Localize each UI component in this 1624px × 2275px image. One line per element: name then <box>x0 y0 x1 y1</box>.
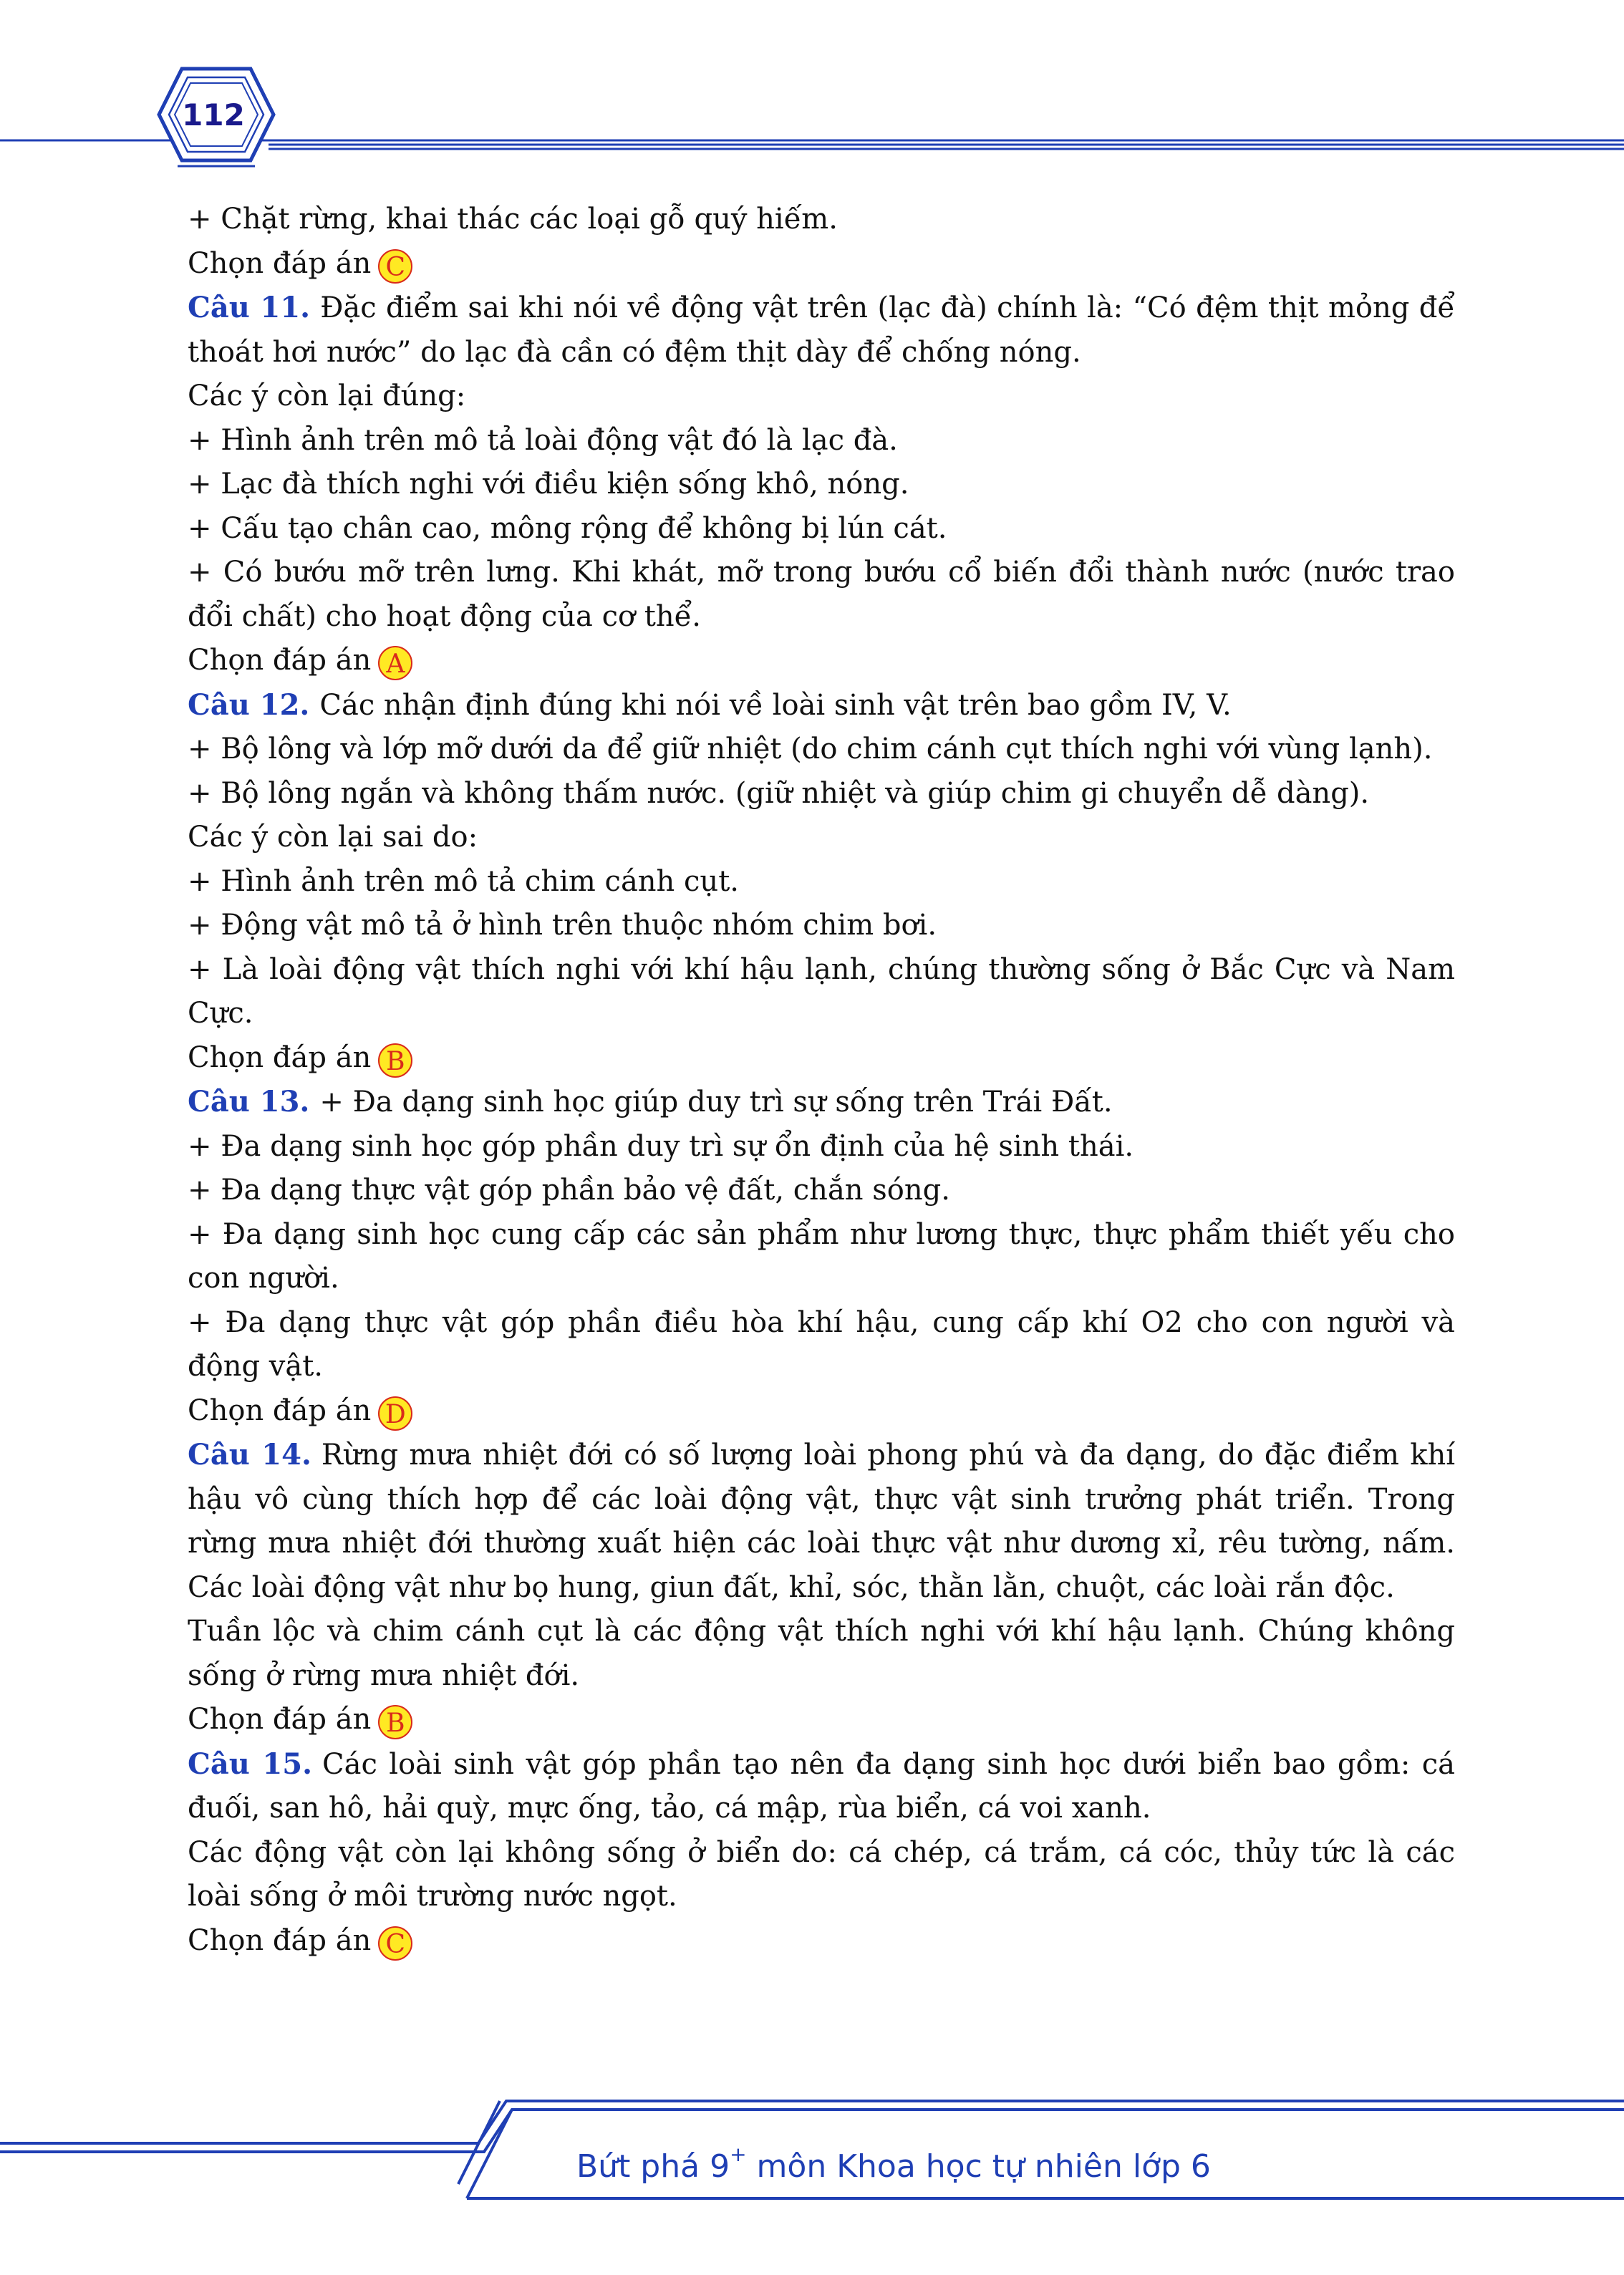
answer-label: Chọn đáp án <box>188 1040 372 1074</box>
question-label: Câu 15. <box>188 1747 313 1781</box>
text-line: + Đa dạng thực vật góp phần bảo vệ đất, chắn sóng. <box>188 1174 950 1207</box>
text-line: + Đa dạng sinh học cung cấp các sản phẩm như lương thực, thực phẩm thiết yếu cho con người. <box>188 1217 1455 1295</box>
answer-badge: C <box>378 1926 412 1961</box>
answer-badge: C <box>378 249 412 284</box>
question-13 <box>188 1080 1455 1125</box>
text-line: + Chặt rừng, khai thác các loại gỗ quý hiếm. <box>188 203 838 236</box>
answer-label: Chọn đáp án <box>188 1923 372 1957</box>
text-line: Các ý còn lại sai do: <box>188 821 478 854</box>
text-line: + Động vật mô tả ở hình trên thuộc nhóm chim bơi. <box>188 909 937 942</box>
answer-badge: D <box>378 1396 412 1431</box>
footer-book-title <box>576 2143 1211 2185</box>
answer-label: Chọn đáp án <box>188 644 372 677</box>
answer-badge: A <box>378 646 412 680</box>
text-line: + Hình ảnh trên mô tả loài động vật đó là lạc đà. <box>188 423 898 457</box>
text-line: Các động vật còn lại không sống ở biển do: cá chép, cá trắm, cá cóc, thủy tức là các loài sống ở môi trường nước ngọt. <box>188 1835 1455 1913</box>
answer-label: Chọn đáp án <box>188 1394 372 1427</box>
text-line: + Lạc đà thích nghi với điều kiện sống khô, nóng. <box>188 468 909 501</box>
answer-line <box>188 1919 1455 1964</box>
answer-line <box>188 639 1455 683</box>
page-number: 112 <box>182 97 245 132</box>
text-line: + Là loài động vật thích nghi với khí hậu lạnh, chúng thường sống ở Bắc Cực và Nam Cực. <box>188 952 1455 1030</box>
question-11 <box>188 286 1455 375</box>
answer-line <box>188 1389 1455 1434</box>
answer-badge: B <box>378 1705 412 1739</box>
question-label: Câu 14. <box>188 1438 311 1472</box>
question-12 <box>188 683 1455 728</box>
question-text: Các loài sinh vật góp phần tạo nên đa dạng sinh học dưới biển bao gồm: cá đuối, san hô, hải quỳ, mực ống, tảo, cá mập, rùa biển, cá voi xanh. <box>188 1747 1455 1825</box>
text-line: + Đa dạng thực vật góp phần điều hòa khí hậu, cung cấp khí O2 cho con người và động vật. <box>188 1305 1455 1383</box>
question-15 <box>188 1742 1455 1831</box>
question-14 <box>188 1433 1455 1610</box>
answer-line <box>188 242 1455 286</box>
text-line: + Có bướu mỡ trên lưng. Khi khát, mỡ trong bướu cổ biến đổi thành nước (nước trao đổi chất) cho hoạt động của cơ thể. <box>188 556 1455 633</box>
text-line: + Cấu tạo chân cao, mông rộng để không bị lún cát. <box>188 511 947 545</box>
question-text: Đặc điểm sai khi nói về động vật trên (lạc đà) chính là: “Có đệm thịt mỏng để thoát hơi nước” do lạc đà cần có đệm thịt dày để chống nóng. <box>188 291 1455 369</box>
text-line: + Bộ lông ngắn và không thấm nước. (giữ nhiệt và giúp chim gi chuyển dễ dàng). <box>188 776 1370 810</box>
question-text: + Đa dạng sinh học giúp duy trì sự sống trên Trái Đất. <box>319 1086 1113 1119</box>
answer-label: Chọn đáp án <box>188 246 372 280</box>
text-line: + Hình ảnh trên mô tả chim cánh cụt. <box>188 864 739 898</box>
text-line: Tuần lộc và chim cánh cụt là các động vật thích nghi với khí hậu lạnh. Chúng không sống ở rừng mưa nhiệt đới. <box>188 1615 1455 1692</box>
question-label: Câu 11. <box>188 291 311 324</box>
question-label: Câu 13. <box>188 1085 310 1119</box>
main-content <box>188 198 1455 1963</box>
text-line: + Bộ lông và lớp mỡ dưới da để giữ nhiệt (do chim cánh cụt thích nghi với vùng lạnh). <box>188 733 1433 765</box>
question-text: Các nhận định đúng khi nói về loài sinh vật trên bao gồm IV, V. <box>319 688 1232 722</box>
footer-title-sup: + <box>730 2143 747 2166</box>
question-text: Rừng mưa nhiệt đới có số lượng loài phong phú và đa dạng, do đặc điểm khí hậu vô cùng thích hợp để các loài động vật, thực vật sinh trưởng phát triển. Trong rừng mưa nhiệt đới thường xuất hiện các loài thực vật như dương xỉ, rêu tường, nấm. Các loài động vật như bọ hung, giun đất, khỉ, sóc, thằn lằn, chuột, các loài rắn độc. <box>188 1439 1456 1604</box>
answer-label: Chọn đáp án <box>188 1703 372 1736</box>
footer-title-part: môn Khoa học tự nhiên lớp 6 <box>746 2148 1211 2185</box>
footer-title-part: Bứt phá 9 <box>576 2148 730 2185</box>
answer-line <box>188 1698 1455 1742</box>
text-line: Các ý còn lại đúng: <box>188 380 466 412</box>
answer-line <box>188 1036 1455 1081</box>
question-label: Câu 12. <box>188 687 310 722</box>
text-line: + Đa dạng sinh học góp phần duy trì sự ổn định của hệ sinh thái. <box>188 1129 1134 1163</box>
answer-badge: B <box>378 1043 412 1078</box>
